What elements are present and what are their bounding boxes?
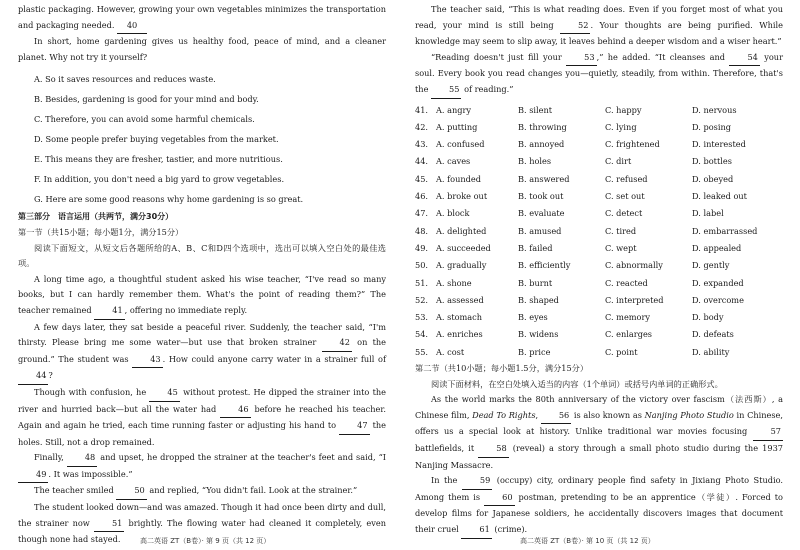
choice-row: 44. A. caves B. holes C. dirt D. bottles xyxy=(415,153,783,170)
option-item: D. Some people prefer buying vegetables from the market. xyxy=(34,134,279,145)
blank-41[interactable]: 41 xyxy=(94,303,124,320)
choice-row: 53. A. stomach B. eyes C. memory D. body xyxy=(415,309,783,326)
blank-56[interactable]: 56 xyxy=(541,408,571,425)
option-item: E. This means they are fresher, tastier, and more nutritious. xyxy=(34,154,283,165)
choice-row: 46. A. broke out B. took out C. set out D. leaked out xyxy=(415,188,783,205)
choice-b[interactable]: B. shaped xyxy=(518,294,559,305)
right-page-footer: 高二英语 ZT（B卷）· 第 10 页（共 12 页） xyxy=(520,537,655,545)
section-two-heading: 第二节（共10小题；每小题1.5分，满分15分） xyxy=(415,363,589,374)
choice-a[interactable]: A. founded xyxy=(436,173,481,184)
choice-a[interactable]: A. caves xyxy=(436,156,471,167)
left-page-footer: 高二英语 ZT（B卷）· 第 9 页（共 12 页） xyxy=(140,537,271,545)
choice-b[interactable]: B. holes xyxy=(518,156,552,167)
choice-d[interactable]: D. overcome xyxy=(692,294,744,305)
choice-b[interactable]: B. efficiently xyxy=(518,260,571,271)
choice-a[interactable]: A. cost xyxy=(436,346,465,357)
choice-b[interactable]: B. answered xyxy=(518,173,570,184)
choice-b[interactable]: B. silent xyxy=(518,104,553,115)
choice-d[interactable]: D. defeats xyxy=(692,329,734,340)
choice-table xyxy=(415,102,783,361)
choice-b[interactable]: B. annoyed xyxy=(518,139,565,150)
story-paragraph-8: “Reading doesn't just fill your 53 ,” he added. “It cleanses and 54 your soul. Every book you read changes you—quietly, steadily, from within. Therefore, that's the 55 of reading.” xyxy=(415,50,783,99)
choice-b[interactable]: B. eyes xyxy=(518,312,548,323)
story-paragraph-5: The teacher smiled 50 and replied, “You didn't fail. Look at the strainer.” xyxy=(18,483,386,500)
part-three-heading: 第三部分 语言运用（共两节，满分30分） xyxy=(18,212,174,222)
choice-row: 48. A. delighted B. amused C. tired D. embarrassed xyxy=(415,223,783,240)
blank-60[interactable]: 60 xyxy=(484,490,514,507)
choice-c[interactable]: C. dirt xyxy=(605,156,632,167)
story-paragraph-2: A few days later, they sat beside a peaceful river. Suddenly, the teacher said, “I'm thirsty. Please bring me some water—but use that broken strainer 42 on the ground.” The student was 43 . How could anyone carry water in a strainer full of 44 ? xyxy=(18,320,386,385)
choice-a[interactable]: A. shone xyxy=(436,277,472,288)
choice-c[interactable]: C. wept xyxy=(605,242,637,253)
passage-paragraph-1: As the world marks the 80th anniversary of the victory over fascism（法西斯）, a Chinese film, Dead To Rights, 56 is also known as Nanjing Photo Studio in Chinese, offers us a special look at history. Unlike traditional war movies focusing 57 battlefields, it 58 (reveal) a story through a small photo studio during the 1937 Nanjing Massacre. xyxy=(415,394,783,470)
instructions: 阅读下面短文，从短文后各题所给的A、B、C和D四个选项中，选出可以填入空白处的最佳选项。 xyxy=(18,242,386,269)
choice-c[interactable]: C. abnormally xyxy=(605,260,663,271)
choice-a[interactable]: A. succeeded xyxy=(436,242,491,253)
story-paragraph-7: The teacher said, “This is what reading does. Even if you forget most of what you read, your mind is still being 52 . Your thoughts are being purified. While knowledge may seem to slip away, it leaves behind a deeper wisdom and a wiser heart.” xyxy=(415,4,783,47)
choice-row: 42. A. putting B. throwing C. lying D. posing xyxy=(415,119,783,136)
blank-58[interactable]: 58 xyxy=(478,441,508,458)
blank-59[interactable]: 59 xyxy=(462,473,492,490)
choice-c[interactable]: C. interpreted xyxy=(605,294,664,305)
blank-61[interactable]: 61 xyxy=(461,522,491,539)
choice-d[interactable]: D. interested xyxy=(692,139,746,150)
choice-d[interactable]: D. label xyxy=(692,208,724,219)
choice-c[interactable]: C. frightened xyxy=(605,139,660,150)
choice-c[interactable]: C. set out xyxy=(605,191,645,202)
choice-d[interactable]: D. nervous xyxy=(692,104,737,115)
choice-c[interactable]: C. lying xyxy=(605,121,637,132)
choice-c[interactable]: C. refused xyxy=(605,173,648,184)
choice-row: 43. A. confused B. annoyed C. frightened D. interested xyxy=(415,136,783,153)
choice-b[interactable]: B. widens xyxy=(518,329,559,340)
choice-d[interactable]: D. embarrassed xyxy=(692,225,758,236)
choice-c[interactable]: C. enlarges xyxy=(605,329,652,340)
left-paragraph-2: In short, home gardening gives us healthy food, peace of mind, and a cleaner planet. Why not try it yourself? xyxy=(18,36,386,62)
story-paragraph-3: Though with confusion, he 45 without protest. He dipped the strainer into the river and hurried back—but all the water had 46 before he reached his teacher. Again and again he tried, each time running faster or adjusting his hand to 47 the holes. Still, not a drop remained. xyxy=(18,386,387,447)
blank-53[interactable]: 53 xyxy=(566,50,596,67)
choice-a[interactable]: A. putting xyxy=(436,121,478,132)
blank-48[interactable]: 48 xyxy=(67,450,97,467)
choice-a[interactable]: A. confused xyxy=(436,139,485,150)
option-item: C. Therefore, you can avoid some harmful chemicals. xyxy=(34,114,255,125)
choice-b[interactable]: B. took out xyxy=(518,191,564,202)
blank-47[interactable]: 47 xyxy=(339,418,369,435)
choice-row: 52. A. assessed B. shaped C. interpreted D. overcome xyxy=(415,292,783,309)
choice-row: 47. A. block B. evaluate C. detect D. label xyxy=(415,205,783,222)
choice-row: 55. A. cost B. price C. point D. ability xyxy=(415,344,783,361)
choice-row: 54. A. enriches B. widens C. enlarges D. defeats xyxy=(415,326,783,343)
choice-c[interactable]: C. reacted xyxy=(605,277,648,288)
option-item: A. So it saves resources and reduces waste. xyxy=(34,74,216,85)
blank-42[interactable]: 42 xyxy=(322,335,352,352)
choice-d[interactable]: D. leaked out xyxy=(692,191,747,202)
film-title: Dead To Rights xyxy=(472,409,536,420)
choice-a[interactable]: A. block xyxy=(436,208,470,219)
choice-c[interactable]: C. detect xyxy=(605,208,643,219)
choice-d[interactable]: D. bottles xyxy=(692,156,732,167)
option-item: B. Besides, gardening is good for your mind and body. xyxy=(34,94,259,105)
passage-paragraph-2: In the 59 (occupy) city, ordinary people find safety in Jixiang Photo Studio. Among them is 60 postman, pretending to be an apprentice（学徒）. Forced to develop films for Japanese soldiers, he accidentally discovers images that document their cruel 61 (crime). xyxy=(415,473,783,538)
choice-b[interactable]: B. evaluate xyxy=(518,208,565,219)
option-item: G. Here are some good reasons why home gardening is so great. xyxy=(34,194,304,205)
choice-c[interactable]: C. tired xyxy=(605,225,637,236)
choice-a[interactable]: A. broke out xyxy=(436,191,488,202)
instructions-2: 阅读下面材料，在空白处填入适当的内容（1个单词）或括号内单词的正确形式。 xyxy=(431,378,723,389)
film-title-alt: Nanjing Photo Studio xyxy=(644,409,734,420)
choice-a[interactable]: A. assessed xyxy=(436,294,484,305)
blank-51[interactable]: 51 xyxy=(94,516,124,533)
story-paragraph-4: Finally, 48 and upset, he dropped the strainer at the teacher's feet and said, “I 49 . It was impossible.” xyxy=(18,450,386,483)
choice-a[interactable]: A. gradually xyxy=(436,260,487,271)
blank-55[interactable]: 55 xyxy=(431,82,461,99)
choice-row: 51. A. shone B. burnt C. reacted D. expanded xyxy=(415,275,783,292)
choice-a[interactable]: A. stomach xyxy=(436,312,483,323)
choice-b[interactable]: B. failed xyxy=(518,242,553,253)
choice-row: 50. A. gradually B. efficiently C. abnormally D. gently xyxy=(415,257,783,274)
blank-57[interactable]: 57 xyxy=(753,424,783,441)
choice-d[interactable]: D. obeyed xyxy=(692,173,734,184)
choice-a[interactable]: A. angry xyxy=(436,104,472,115)
blank-46[interactable]: 46 xyxy=(220,402,250,419)
choice-row: 45. A. founded B. answered C. refused D. obeyed xyxy=(415,171,783,188)
blank-54[interactable]: 54 xyxy=(729,50,759,67)
choice-d[interactable]: D. body xyxy=(692,312,724,323)
blank-52[interactable]: 52 xyxy=(560,18,590,35)
blank-50[interactable]: 50 xyxy=(116,483,146,500)
choice-b[interactable]: B. throwing xyxy=(518,121,567,132)
left-page xyxy=(18,2,386,548)
choice-a[interactable]: A. delighted xyxy=(436,225,487,236)
choice-a[interactable]: A. enriches xyxy=(436,329,483,340)
choice-row: 41. A. angry B. silent C. happy D. nervous xyxy=(415,102,783,119)
choice-d[interactable]: D. appealed xyxy=(692,242,742,253)
blank-43[interactable]: 43 xyxy=(132,352,162,369)
choice-d[interactable]: D. expanded xyxy=(692,277,744,288)
choice-d[interactable]: D. gently xyxy=(692,260,730,271)
choice-b[interactable]: B. amused xyxy=(518,225,562,236)
section-one-heading: 第一节（共15小题；每小题1分，满分15分） xyxy=(18,226,184,237)
blank-49[interactable]: 49 xyxy=(18,467,48,484)
option-item: F. In addition, you don't need a big yard to grow vegetables. xyxy=(34,174,285,185)
blank-40[interactable]: 40 xyxy=(117,18,147,35)
blank-45[interactable]: 45 xyxy=(149,385,179,402)
choice-row: 49. A. succeeded B. failed C. wept D. appealed xyxy=(415,240,783,257)
option-list xyxy=(18,69,386,209)
story-paragraph-6: The student looked down—and was amazed. Though it had once been dirty and dull, the strainer now 51 brightly. The flowing water had cleaned it completely, even though none had stayed. xyxy=(18,502,387,545)
choice-b[interactable]: B. price xyxy=(518,346,551,357)
choice-d[interactable]: D. posing xyxy=(692,121,731,132)
choice-d[interactable]: D. ability xyxy=(692,346,730,357)
choice-c[interactable]: C. memory xyxy=(605,312,651,323)
blank-44[interactable]: 44 xyxy=(18,368,48,385)
choice-b[interactable]: B. burnt xyxy=(518,277,553,288)
right-page xyxy=(415,2,783,539)
choice-c[interactable]: C. point xyxy=(605,346,638,357)
story-paragraph-1: A long time ago, a thoughtful student asked his wise teacher, “I've read so many books, but I can hardly remember them. What's the point of reading them?” The teacher remained 41 , offering no immediate reply. xyxy=(18,272,386,320)
left-paragraph-1: plastic packaging. However, growing your own vegetables minimizes the transportation and packaging needed. 40 xyxy=(18,2,386,34)
choice-c[interactable]: C. happy xyxy=(605,104,642,115)
